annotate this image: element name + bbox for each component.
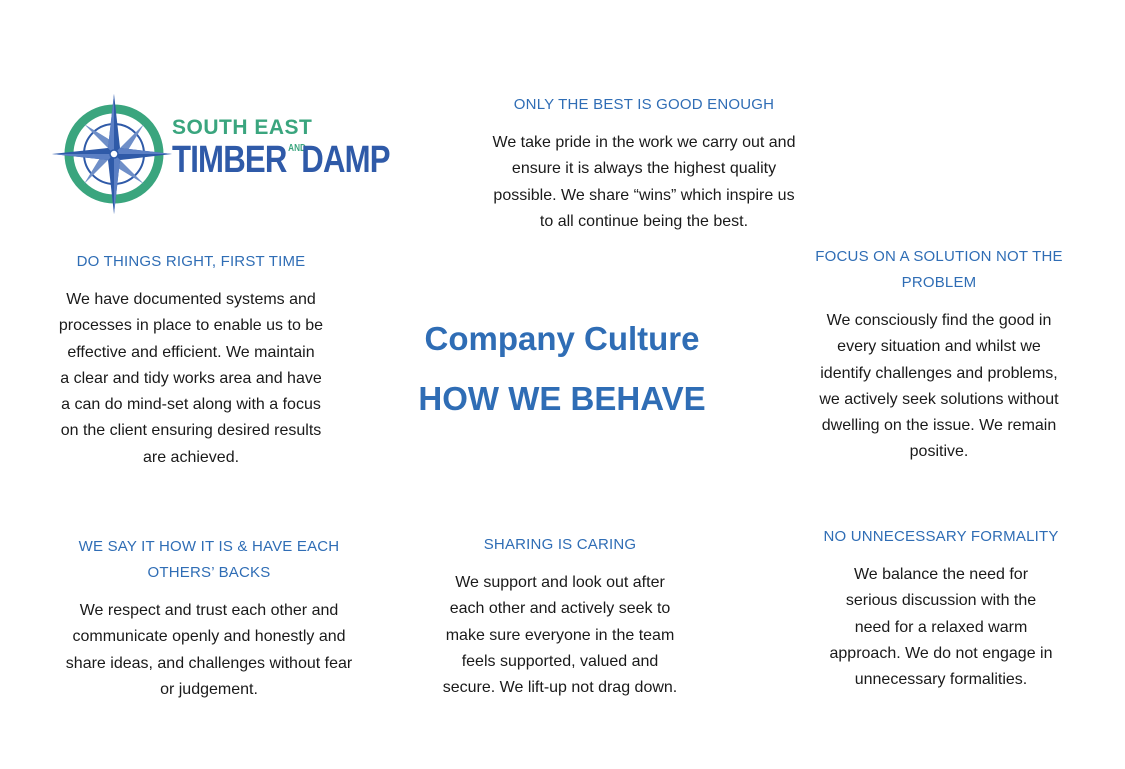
value-focus-on-solution — [794, 244, 1084, 466]
value-heading: SHARING IS CARING — [483, 536, 637, 553]
logo-text-and: AND — [288, 143, 306, 154]
heading-line: WE SAY IT HOW IT IS & HAVE EACH — [78, 538, 340, 555]
text-line: dwelling on the issue. We remain — [821, 417, 1057, 435]
value-heading — [44, 534, 374, 586]
text-line: feels supported, valued and — [461, 652, 659, 670]
value-do-things-right — [36, 249, 346, 471]
text-line: processes in place to enable us to be — [58, 317, 324, 335]
page-title: Company Culture — [424, 320, 700, 357]
value-only-the-best — [464, 92, 824, 235]
text-line: a clear and tidy works area and have — [60, 369, 322, 387]
value-description — [44, 598, 374, 703]
text-line: We have documented systems and — [66, 291, 316, 308]
heading-line: FOCUS ON A SOLUTION NOT THE — [815, 248, 1063, 265]
text-line: we actively seek solutions without — [819, 390, 1059, 408]
value-sharing-is-caring — [410, 532, 710, 701]
value-description — [410, 570, 710, 701]
text-line: make sure everyone in the team — [445, 626, 675, 644]
text-line: secure. We lift-up not drag down. — [442, 679, 678, 697]
text-line: share ideas, and challenges without fear — [65, 654, 353, 672]
value-heading — [794, 244, 1084, 296]
text-line: We balance the need for — [853, 566, 1029, 583]
logo-text-timber-damp — [172, 138, 390, 182]
heading-line: PROBLEM — [901, 274, 977, 291]
text-line: ensure it is always the highest quality — [511, 160, 777, 178]
value-heading: ONLY THE BEST IS GOOD ENOUGH — [513, 96, 775, 113]
heading-line: OTHERS’ BACKS — [147, 564, 271, 581]
value-no-unnecessary-formality — [796, 524, 1086, 693]
text-line: serious discussion with the — [845, 592, 1037, 610]
text-line: are achieved. — [142, 448, 240, 466]
company-logo — [48, 92, 408, 216]
text-line: every situation and whilst we — [837, 338, 1041, 356]
text-line: We respect and trust each other and — [79, 602, 339, 619]
logo-text-timber: TIMBER — [172, 139, 287, 181]
text-line: on the client ensuring desired results — [60, 422, 322, 440]
text-line: to all continue being the best. — [539, 212, 749, 230]
logo-text-damp: DAMP — [301, 139, 390, 181]
page-subtitle: HOW WE BEHAVE — [418, 380, 706, 417]
text-line: or judgement. — [160, 680, 258, 698]
text-line: each other and actively seek to — [449, 600, 671, 618]
text-line: We consciously find the good in — [826, 312, 1052, 329]
value-description — [36, 287, 346, 471]
value-description — [794, 308, 1084, 466]
value-description — [464, 130, 824, 235]
text-line: identify challenges and problems, — [820, 364, 1058, 382]
value-description — [796, 562, 1086, 693]
text-line: effective and efficient. We maintain — [67, 343, 315, 361]
text-line: possible. We share “wins” which inspire us — [493, 186, 795, 204]
text-line: approach. We do not engage in — [829, 644, 1053, 662]
text-line: positive. — [909, 443, 969, 461]
text-line: need for a relaxed warm — [854, 618, 1028, 636]
value-say-it-how-it-is — [44, 534, 374, 703]
value-heading: DO THINGS RIGHT, FIRST TIME — [76, 253, 306, 270]
text-line: We take pride in the work we carry out and — [492, 134, 796, 151]
text-line: We support and look out after — [455, 574, 665, 591]
logo-text-south-east: SOUTH EAST — [172, 116, 313, 139]
text-line: a can do mind-set along with a focus — [61, 396, 321, 414]
compass-star-icon — [48, 92, 172, 216]
value-heading: NO UNNECESSARY FORMALITY — [823, 528, 1059, 545]
text-line: communicate openly and honestly and — [72, 628, 346, 646]
text-line: unnecessary formalities. — [854, 671, 1028, 689]
